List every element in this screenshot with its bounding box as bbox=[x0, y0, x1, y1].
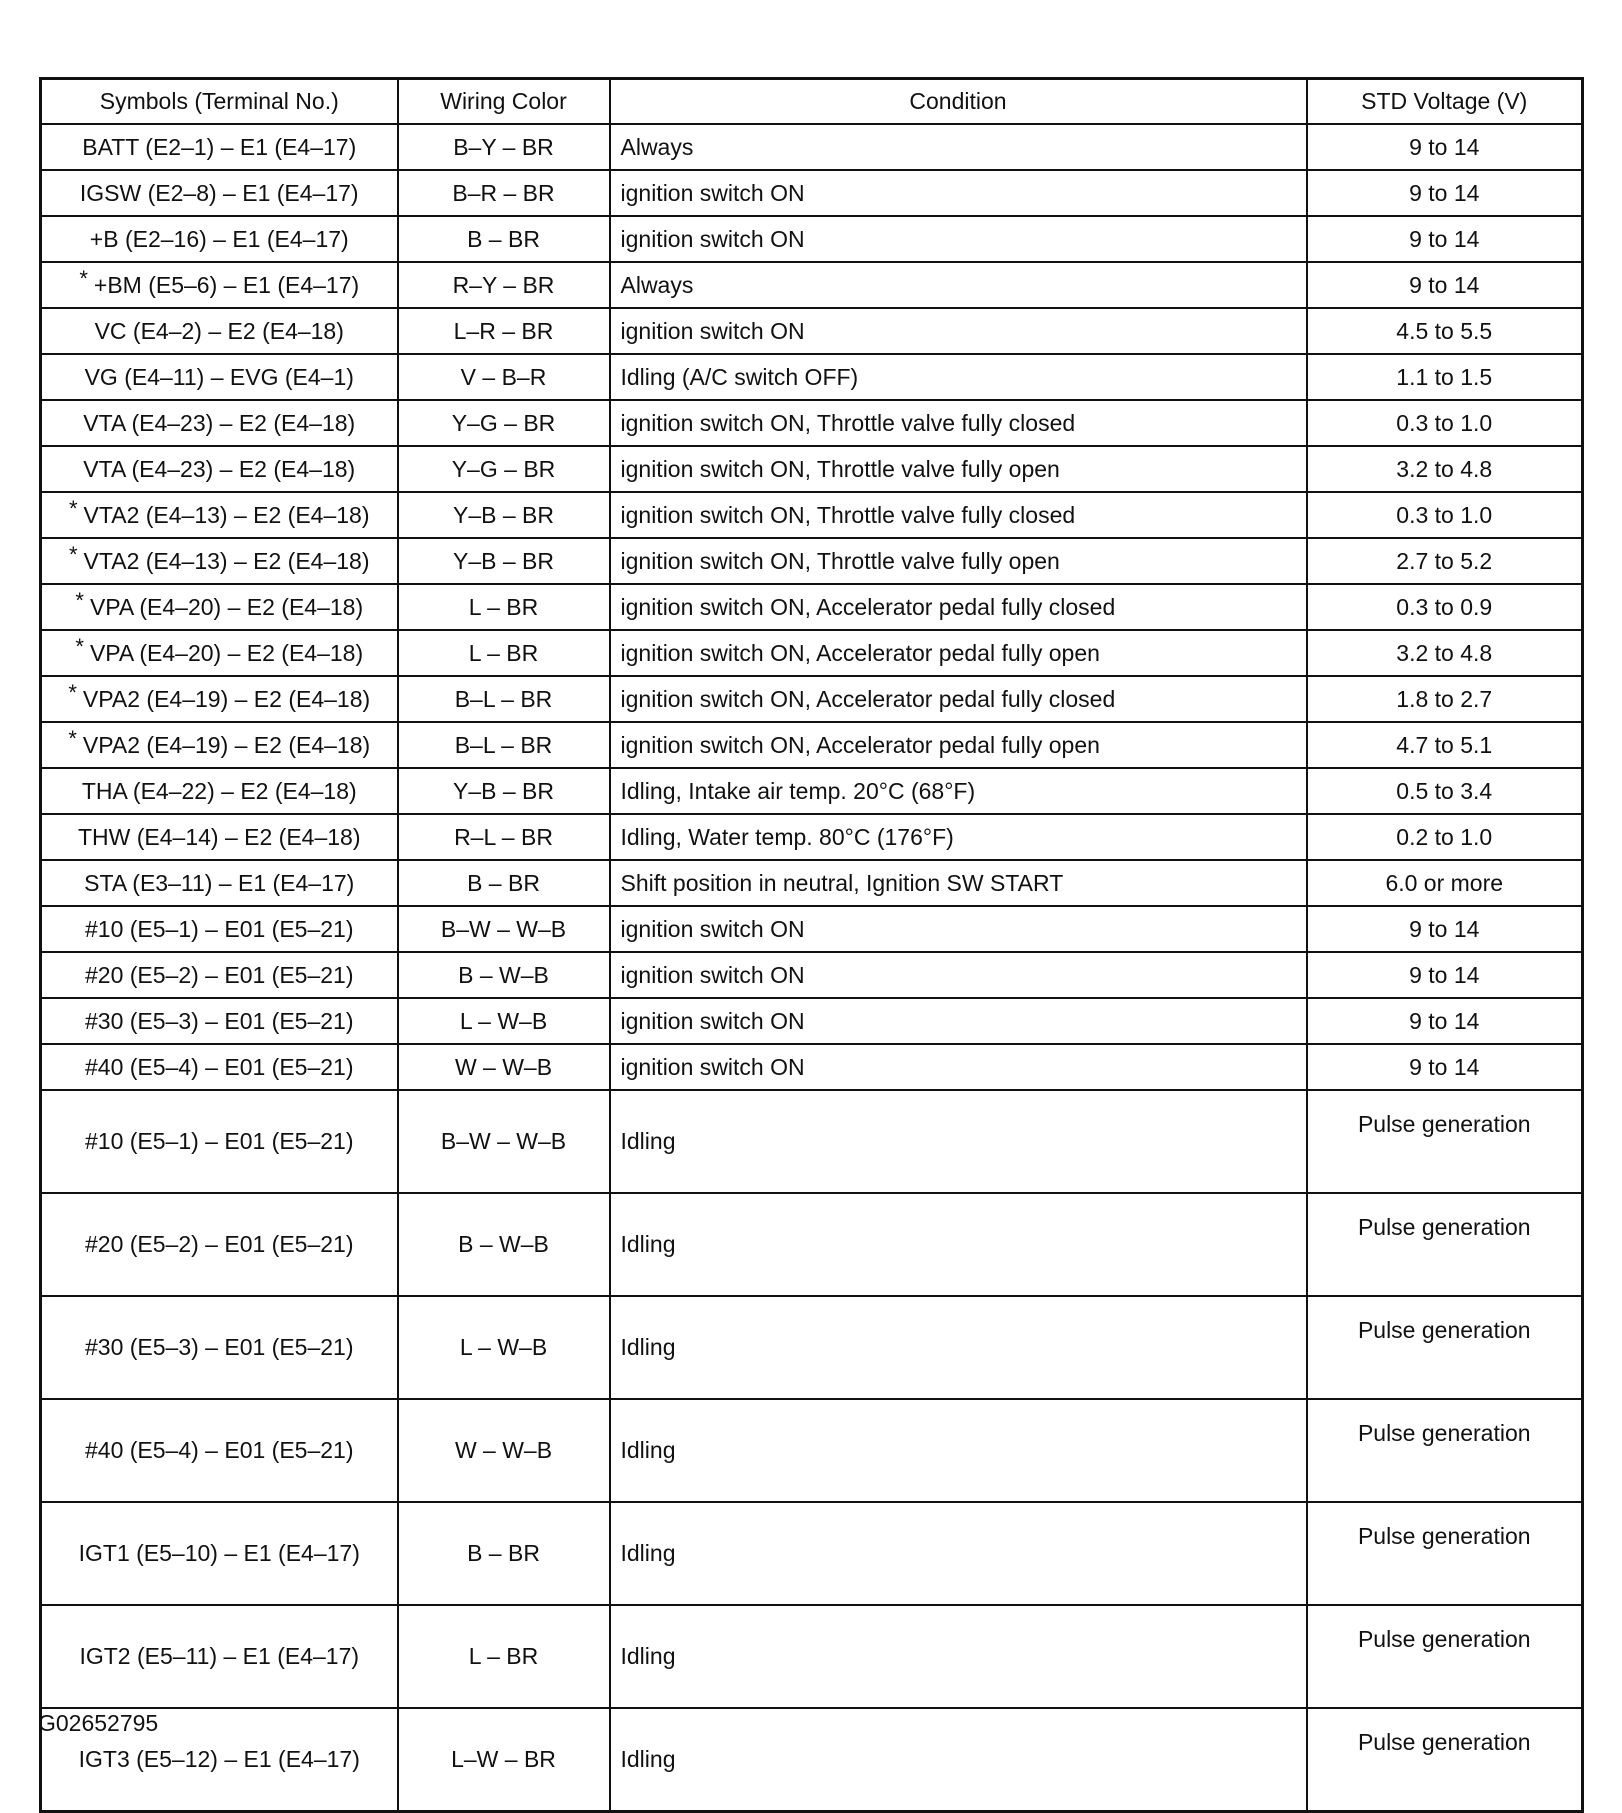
cell-symbol bbox=[41, 1296, 398, 1399]
cell-condition: ignition switch ON, Accelerator pedal fully closed bbox=[610, 676, 1307, 722]
cell-condition: ignition switch ON, Accelerator pedal fully open bbox=[610, 630, 1307, 676]
cell-std-voltage: 6.0 or more bbox=[1307, 860, 1583, 906]
cell-wiring-color: Y–B – BR bbox=[398, 492, 610, 538]
cell-condition: Idling (A/C switch OFF) bbox=[610, 354, 1307, 400]
cell-wiring-color: B – W–B bbox=[398, 952, 610, 998]
cell-std-voltage: Pulse generation bbox=[1307, 1296, 1583, 1399]
cell-symbol bbox=[41, 814, 398, 860]
cell-wiring-color: R–Y – BR bbox=[398, 262, 610, 308]
symbol-text: STA (E3–11) – E1 (E4–17) bbox=[84, 869, 355, 896]
cell-symbol bbox=[41, 630, 398, 676]
cell-wiring-color: B – BR bbox=[398, 860, 610, 906]
table-row bbox=[41, 1399, 1583, 1502]
cell-std-voltage: 0.3 to 0.9 bbox=[1307, 584, 1583, 630]
table-row bbox=[41, 814, 1583, 860]
header-symbols: Symbols (Terminal No.) bbox=[41, 79, 398, 125]
cell-std-voltage: Pulse generation bbox=[1307, 1708, 1583, 1812]
cell-symbol bbox=[41, 446, 398, 492]
cell-symbol bbox=[41, 998, 398, 1044]
symbol-text: IGT2 (E5–11) – E1 (E4–17) bbox=[79, 1643, 360, 1669]
symbol-text: IGSW (E2–8) – E1 (E4–17) bbox=[79, 179, 359, 206]
table-row bbox=[41, 308, 1583, 354]
cell-wiring-color: L – BR bbox=[398, 1605, 610, 1708]
cell-wiring-color: B–W – W–B bbox=[398, 1090, 610, 1193]
cell-condition: Always bbox=[610, 262, 1307, 308]
cell-condition: Shift position in neutral, Ignition SW START bbox=[610, 860, 1307, 906]
symbol-text: #30 (E5–3) – E01 (E5–21) bbox=[84, 1007, 354, 1034]
cell-condition: ignition switch ON bbox=[610, 170, 1307, 216]
cell-condition: Idling, Intake air temp. 20°C (68°F) bbox=[610, 768, 1307, 814]
cell-condition: Idling bbox=[610, 1296, 1307, 1399]
symbol-text: #20 (E5–2) – E01 (E5–21) bbox=[84, 1231, 354, 1257]
asterisk-marker: * bbox=[68, 541, 78, 567]
cell-std-voltage: 9 to 14 bbox=[1307, 906, 1583, 952]
table-row bbox=[41, 1193, 1583, 1296]
cell-condition: Idling bbox=[610, 1605, 1307, 1708]
table-row bbox=[41, 124, 1583, 170]
symbol-text: VG (E4–11) – EVG (E4–1) bbox=[84, 363, 354, 390]
symbol-text: IGT3 (E5–12) – E1 (E4–17) bbox=[78, 1746, 360, 1772]
cell-symbol bbox=[41, 538, 398, 584]
cell-symbol bbox=[41, 1044, 398, 1090]
cell-symbol bbox=[41, 906, 398, 952]
cell-symbol bbox=[41, 492, 398, 538]
cell-std-voltage: 1.8 to 2.7 bbox=[1307, 676, 1583, 722]
cell-symbol bbox=[41, 216, 398, 262]
cell-wiring-color: B–L – BR bbox=[398, 722, 610, 768]
symbol-text: VPA2 (E4–19) – E2 (E4–18) bbox=[82, 685, 371, 712]
cell-std-voltage: Pulse generation bbox=[1307, 1502, 1583, 1605]
cell-std-voltage: 0.3 to 1.0 bbox=[1307, 400, 1583, 446]
cell-symbol bbox=[41, 124, 398, 170]
cell-std-voltage: 3.2 to 4.8 bbox=[1307, 446, 1583, 492]
cell-std-voltage: 4.7 to 5.1 bbox=[1307, 722, 1583, 768]
cell-std-voltage: Pulse generation bbox=[1307, 1605, 1583, 1708]
asterisk-marker: * bbox=[68, 725, 77, 751]
table-row bbox=[41, 906, 1583, 952]
cell-condition: ignition switch ON bbox=[610, 308, 1307, 354]
symbol-text: #10 (E5–1) – E01 (E5–21) bbox=[84, 1128, 354, 1154]
cell-std-voltage: 9 to 14 bbox=[1307, 998, 1583, 1044]
cell-std-voltage: 0.2 to 1.0 bbox=[1307, 814, 1583, 860]
cell-std-voltage: 9 to 14 bbox=[1307, 262, 1583, 308]
cell-condition: ignition switch ON bbox=[610, 952, 1307, 998]
table-row bbox=[41, 1044, 1583, 1090]
cell-condition: ignition switch ON bbox=[610, 216, 1307, 262]
table-row bbox=[41, 492, 1583, 538]
symbol-text: VTA (E4–23) – E2 (E4–18) bbox=[83, 409, 356, 436]
cell-condition: ignition switch ON, Throttle valve fully closed bbox=[610, 492, 1307, 538]
symbol-text: THA (E4–22) – E2 (E4–18) bbox=[81, 777, 357, 804]
cell-condition: Idling bbox=[610, 1399, 1307, 1502]
asterisk-marker: * bbox=[75, 633, 84, 659]
cell-wiring-color: L – BR bbox=[398, 584, 610, 630]
cell-wiring-color: B–W – W–B bbox=[398, 906, 610, 952]
cell-symbol bbox=[41, 1605, 398, 1708]
cell-condition: ignition switch ON bbox=[610, 1044, 1307, 1090]
cell-std-voltage: Pulse generation bbox=[1307, 1399, 1583, 1502]
cell-condition: Idling bbox=[610, 1502, 1307, 1605]
cell-std-voltage: 4.5 to 5.5 bbox=[1307, 308, 1583, 354]
cell-symbol bbox=[41, 676, 398, 722]
cell-symbol bbox=[41, 262, 398, 308]
table-row bbox=[41, 676, 1583, 722]
table-row bbox=[41, 170, 1583, 216]
cell-condition: Idling bbox=[610, 1090, 1307, 1193]
cell-wiring-color: L – W–B bbox=[398, 998, 610, 1044]
cell-symbol bbox=[41, 722, 398, 768]
table-row bbox=[41, 584, 1583, 630]
cell-wiring-color: L–W – BR bbox=[398, 1708, 610, 1812]
figure-id: G02652795 bbox=[38, 1710, 159, 1736]
cell-wiring-color: W – W–B bbox=[398, 1399, 610, 1502]
cell-std-voltage: 0.3 to 1.0 bbox=[1307, 492, 1583, 538]
cell-std-voltage: 9 to 14 bbox=[1307, 124, 1583, 170]
terminal-voltage-table bbox=[39, 77, 1584, 1813]
cell-std-voltage: 9 to 14 bbox=[1307, 952, 1583, 998]
symbol-text: #40 (E5–4) – E01 (E5–21) bbox=[84, 1053, 354, 1080]
table-row bbox=[41, 1502, 1583, 1605]
asterisk-marker: * bbox=[68, 495, 78, 521]
symbol-text: #40 (E5–4) – E01 (E5–21) bbox=[84, 1437, 354, 1463]
cell-symbol bbox=[41, 170, 398, 216]
cell-std-voltage: 0.5 to 3.4 bbox=[1307, 768, 1583, 814]
symbol-text: +BM (E5–6) – E1 (E4–17) bbox=[93, 271, 360, 298]
symbol-text: #30 (E5–3) – E01 (E5–21) bbox=[84, 1334, 354, 1360]
table-row bbox=[41, 1296, 1583, 1399]
cell-symbol bbox=[41, 952, 398, 998]
cell-wiring-color: Y–B – BR bbox=[398, 768, 610, 814]
cell-condition: ignition switch ON, Accelerator pedal fully open bbox=[610, 722, 1307, 768]
cell-symbol bbox=[41, 768, 398, 814]
asterisk-marker: * bbox=[68, 679, 77, 705]
table-header-row bbox=[41, 79, 1583, 125]
cell-condition: ignition switch ON, Throttle valve fully open bbox=[610, 446, 1307, 492]
cell-condition: ignition switch ON, Accelerator pedal fully closed bbox=[610, 584, 1307, 630]
symbol-text: IGT1 (E5–10) – E1 (E4–17) bbox=[78, 1540, 360, 1566]
cell-wiring-color: L–R – BR bbox=[398, 308, 610, 354]
cell-symbol bbox=[41, 1399, 398, 1502]
cell-wiring-color: W – W–B bbox=[398, 1044, 610, 1090]
table-row bbox=[41, 768, 1583, 814]
cell-wiring-color: L – W–B bbox=[398, 1296, 610, 1399]
symbol-text: VTA2 (E4–13) – E2 (E4–18) bbox=[83, 501, 370, 528]
cell-symbol bbox=[41, 584, 398, 630]
cell-condition: Idling bbox=[610, 1708, 1307, 1812]
symbol-text: #10 (E5–1) – E01 (E5–21) bbox=[84, 915, 354, 942]
table-row bbox=[41, 216, 1583, 262]
table-row bbox=[41, 446, 1583, 492]
cell-symbol bbox=[41, 860, 398, 906]
cell-wiring-color: B – BR bbox=[398, 216, 610, 262]
cell-wiring-color: B–L – BR bbox=[398, 676, 610, 722]
table-row bbox=[41, 354, 1583, 400]
symbol-text: VPA (E4–20) – E2 (E4–18) bbox=[89, 593, 364, 620]
cell-condition: Idling bbox=[610, 1193, 1307, 1296]
cell-condition: Always bbox=[610, 124, 1307, 170]
cell-std-voltage: 1.1 to 1.5 bbox=[1307, 354, 1583, 400]
asterisk-marker: * bbox=[75, 587, 84, 613]
cell-wiring-color: Y–B – BR bbox=[398, 538, 610, 584]
header-wiring-color: Wiring Color bbox=[398, 79, 610, 125]
cell-std-voltage: 9 to 14 bbox=[1307, 216, 1583, 262]
table-row bbox=[41, 630, 1583, 676]
cell-symbol bbox=[41, 1502, 398, 1605]
cell-wiring-color: Y–G – BR bbox=[398, 446, 610, 492]
header-std-voltage: STD Voltage (V) bbox=[1307, 79, 1583, 125]
cell-condition: ignition switch ON, Throttle valve fully open bbox=[610, 538, 1307, 584]
cell-symbol bbox=[41, 1090, 398, 1193]
cell-std-voltage: 9 to 14 bbox=[1307, 1044, 1583, 1090]
cell-wiring-color: B – BR bbox=[398, 1502, 610, 1605]
header-condition: Condition bbox=[610, 79, 1307, 125]
cell-std-voltage: Pulse generation bbox=[1307, 1090, 1583, 1193]
table-row bbox=[41, 722, 1583, 768]
symbol-text: #20 (E5–2) – E01 (E5–21) bbox=[84, 961, 354, 988]
cell-wiring-color: Y–G – BR bbox=[398, 400, 610, 446]
table-row bbox=[41, 860, 1583, 906]
cell-symbol bbox=[41, 1193, 398, 1296]
table-row bbox=[41, 1090, 1583, 1193]
table-row bbox=[41, 998, 1583, 1044]
cell-wiring-color: B–Y – BR bbox=[398, 124, 610, 170]
symbol-text: VPA2 (E4–19) – E2 (E4–18) bbox=[82, 731, 371, 758]
table-row bbox=[41, 1605, 1583, 1708]
cell-wiring-color: V – B–R bbox=[398, 354, 610, 400]
asterisk-marker: * bbox=[79, 265, 88, 291]
symbol-text: VTA2 (E4–13) – E2 (E4–18) bbox=[83, 547, 370, 574]
table-row bbox=[41, 262, 1583, 308]
cell-wiring-color: B – W–B bbox=[398, 1193, 610, 1296]
cell-wiring-color: R–L – BR bbox=[398, 814, 610, 860]
cell-std-voltage: 2.7 to 5.2 bbox=[1307, 538, 1583, 584]
cell-std-voltage: 3.2 to 4.8 bbox=[1307, 630, 1583, 676]
table-row bbox=[41, 400, 1583, 446]
cell-condition: ignition switch ON, Throttle valve fully closed bbox=[610, 400, 1307, 446]
symbol-text: VPA (E4–20) – E2 (E4–18) bbox=[89, 639, 364, 666]
cell-condition: Idling, Water temp. 80°C (176°F) bbox=[610, 814, 1307, 860]
symbol-text: THW (E4–14) – E2 (E4–18) bbox=[77, 823, 361, 850]
cell-condition: ignition switch ON bbox=[610, 906, 1307, 952]
table-row bbox=[41, 538, 1583, 584]
table-row bbox=[41, 1708, 1583, 1812]
symbol-text: BATT (E2–1) – E1 (E4–17) bbox=[82, 133, 357, 160]
cell-condition: ignition switch ON bbox=[610, 998, 1307, 1044]
symbol-text: VTA (E4–23) – E2 (E4–18) bbox=[83, 455, 356, 482]
cell-symbol bbox=[41, 354, 398, 400]
table-row bbox=[41, 952, 1583, 998]
cell-std-voltage: Pulse generation bbox=[1307, 1193, 1583, 1296]
cell-wiring-color: L – BR bbox=[398, 630, 610, 676]
symbol-text: VC (E4–2) – E2 (E4–18) bbox=[94, 317, 344, 344]
table-body bbox=[41, 124, 1583, 1812]
cell-symbol bbox=[41, 308, 398, 354]
cell-std-voltage: 9 to 14 bbox=[1307, 170, 1583, 216]
symbol-text: +B (E2–16) – E1 (E4–17) bbox=[89, 225, 349, 252]
cell-symbol bbox=[41, 400, 398, 446]
cell-wiring-color: B–R – BR bbox=[398, 170, 610, 216]
